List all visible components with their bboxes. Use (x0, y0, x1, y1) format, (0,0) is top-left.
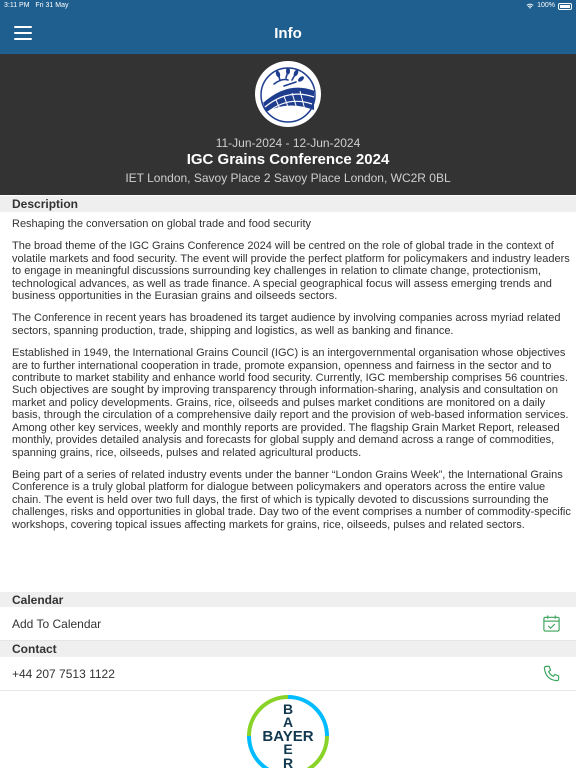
calendar-section-header: Calendar (0, 592, 576, 608)
description-text (12, 218, 572, 541)
battery-percent: 100% (537, 2, 555, 9)
contact-phone-number: +44 207 7513 1122 (12, 667, 115, 681)
phone-icon[interactable] (542, 664, 561, 683)
event-header (0, 54, 576, 195)
sponsor-logo-text: BAYER (262, 728, 314, 745)
description-paragraph: The Conference in recent years has broadened its target audience by involving companies across myriad related sectors, spanning production, trade, shipping and logistics, as well as banking and finance. (12, 312, 561, 337)
igc-globe-logo-icon (254, 60, 322, 128)
calendar-check-icon[interactable] (542, 614, 561, 633)
description-paragraph: Established in 1949, the International Grains Council (IGC) is an intergovernmental organisation whose objectives are to further international cooperation in trade, promote expansion, openness and fairness in the sector and to contribute to market stability and enhance world food security. Currently, IGC membership comprises 56 countries. Such objectives are sought by improving transparency through information-sharing, analysis and consultation on market and policy developments. Grains, rice, oilseeds and pulses market conditions are monitored on a daily basis, through the circulation of a comprehensive daily report and the provision of web-based information services. Among other key services, weekly and monthly reports are provided. The flagship Grain Market Report, released monthly, provides detailed analysis and forecasts for global supply and demand across a range of commodities, spanning grains, rice, oilseeds, pulses and related agricultural products. (12, 347, 569, 459)
navigation-bar (0, 14, 576, 54)
description-paragraph: Reshaping the conversation on global trade and food security (12, 218, 312, 230)
description-section-header: Description (0, 196, 576, 212)
status-time: 3:11 PM Fri 31 May (4, 2, 69, 9)
svg-text:A: A (282, 714, 294, 730)
status-date: Fri 31 May (35, 2, 69, 9)
description-paragraph: Being part of a series of related industry events under the banner “London Grains Week”, the International Grains Conference is a truly global platform for dialogue between policymakers and operators across the entire value chain. The event is held over two full days, the first of which is typically devoted to discussions surrounding the challenges, risks and opportunities in global trade. Day two of the event comprises a number of commodity-specific workshops, covering topical issues affecting markets for grains, rice, oilseeds, pulses and related sectors. (12, 468, 571, 531)
svg-text:B: B (282, 701, 294, 717)
contact-section-header: Contact (0, 641, 576, 657)
bayer-cross-logo (246, 694, 330, 768)
add-to-calendar-row[interactable] (0, 607, 576, 641)
contact-phone-row[interactable] (0, 657, 576, 691)
event-dates: 11-Jun-2024 - 12-Jun-2024 (215, 136, 361, 150)
wifi-icon (526, 2, 534, 10)
battery-icon (558, 3, 572, 10)
description-paragraph: The broad theme of the IGC Grains Conference 2024 will be centred on the role of global trade in the context of volatile markets and food security. The event will provide the perfect platform for policymakers and industry leaders to engage in meaningful discussions surrounding key challenges in relation to climate change, protectionism, technological advances, as well as trade finance. A special geographical focus will assess emerging trends and business opportunities in the Eurasian grains and oilseeds sectors. (12, 240, 570, 303)
svg-text:E: E (283, 741, 293, 757)
status-bar (0, 0, 576, 14)
status-right (526, 0, 572, 12)
event-title: IGC Grains Conference 2024 (186, 151, 390, 168)
event-venue: IET London, Savoy Place 2 Savoy Place London, WC2R 0BL (125, 171, 451, 185)
page-title: Info (274, 25, 302, 42)
svg-text:R: R (282, 755, 294, 768)
add-to-calendar-label: Add To Calendar (12, 617, 102, 631)
